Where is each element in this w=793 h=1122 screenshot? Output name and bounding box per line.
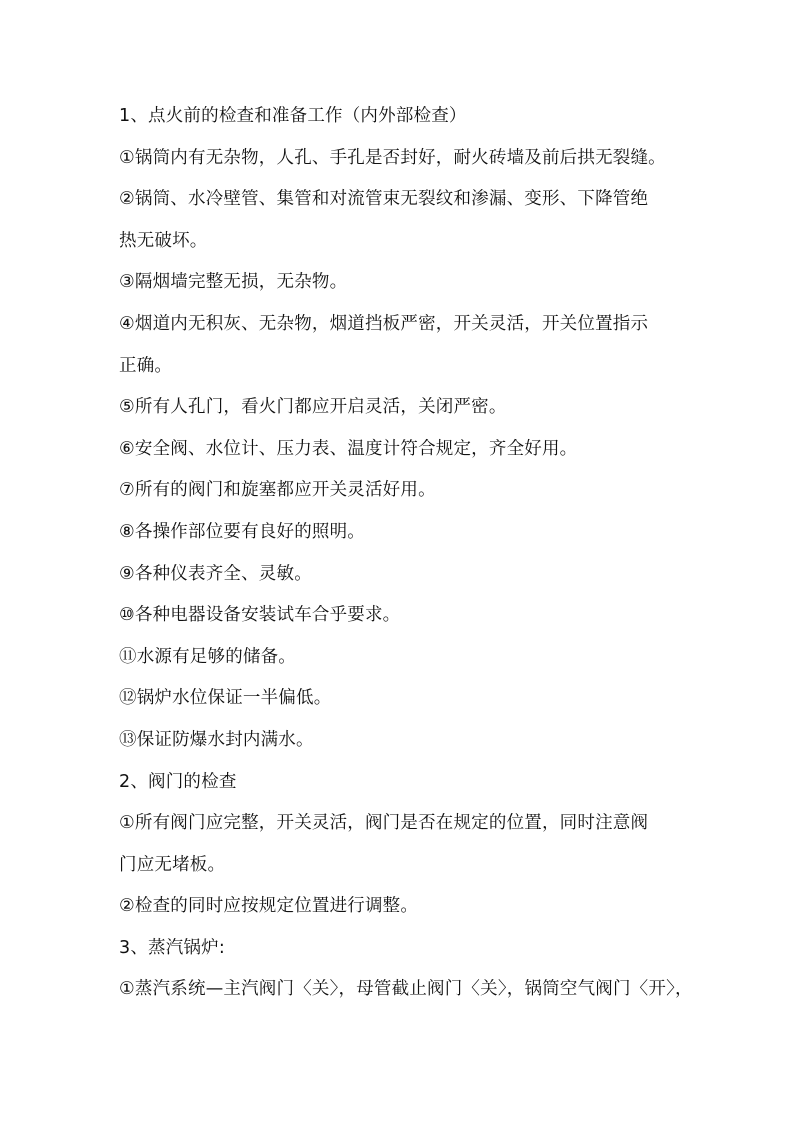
paragraph-line: ②锅筒、水冷壁管、集管和对流管束无裂纹和渗漏、变形、下降管绝 — [119, 189, 649, 210]
paragraph-line: ③隔烟墙完整无损，无杂物。 — [119, 272, 348, 293]
paragraph-line: ⑬保证防爆水封内满水。 — [119, 729, 314, 750]
paragraph-line: ①锅筒内有无杂物，人孔、手孔是否封好，耐火砖墙及前后拱无裂缝。 — [119, 147, 666, 168]
paragraph-line: ⑧各操作部位要有良好的照明。 — [119, 521, 365, 542]
paragraph-line: ⑪水源有足够的储备。 — [119, 646, 296, 667]
paragraph-line: ⑤所有人孔门，看火门都应开启灵活，关闭严密。 — [119, 397, 507, 418]
paragraph-line: ⑥安全阀、水位计、压力表、温度计符合规定，齐全好用。 — [119, 438, 578, 459]
paragraph-line: 门应无堵板。 — [119, 854, 226, 875]
paragraph-line: ②检查的同时应按规定位置进行调整。 — [119, 896, 419, 917]
paragraph-line: ④烟道内无积灰、无杂物，烟道挡板严密，开关灵活，开关位置指示 — [119, 313, 649, 334]
paragraph-line: ①所有阀门应完整，开关灵活，阀门是否在规定的位置，同时注意阀 — [119, 813, 649, 834]
paragraph-line: 正确。 — [119, 355, 173, 376]
document-body — [119, 100, 693, 1015]
section-heading-steam-boiler: 3、蒸汽锅炉: — [119, 937, 225, 958]
section-heading-valve-check: 2、阀门的检查 — [119, 771, 237, 792]
paragraph-line: ①蒸汽系统—主汽阀门〈关〉，母管截止阀门〈关〉，锅筒空气阀门〈开〉， — [119, 979, 693, 1000]
paragraph-line: ⑩各种电器设备安装试车合乎要求。 — [119, 605, 401, 626]
paragraph-line: ⑦所有的阀门和旋塞都应开关灵活好用。 — [119, 480, 436, 501]
paragraph-line: ⑫锅炉水位保证一半偏低。 — [119, 688, 332, 709]
section-heading-pre-ignition-check: 1、点火前的检查和准备工作（内外部检查） — [119, 106, 467, 126]
paragraph-line: 热无破坏。 — [119, 230, 208, 251]
paragraph-line: ⑨各种仪表齐全、灵敏。 — [119, 563, 312, 584]
